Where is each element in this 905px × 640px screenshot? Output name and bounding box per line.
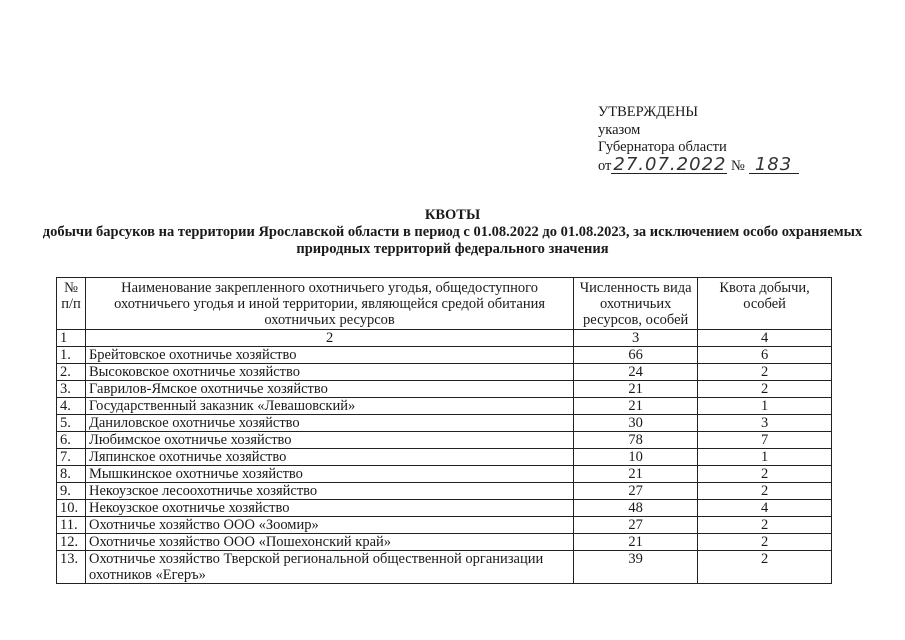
table-row (57, 534, 832, 551)
row-count: 24 (574, 364, 698, 381)
column-index-row (57, 330, 832, 347)
column-index: 2 (85, 330, 573, 347)
approval-authority: Губернатора области (598, 139, 727, 155)
row-num: 12. (57, 534, 86, 551)
row-num: 5. (57, 415, 86, 432)
table-row (57, 551, 832, 584)
row-num: 1. (57, 347, 86, 364)
handwritten-date: 27.07.2022 (613, 153, 727, 175)
row-num: 4. (57, 398, 86, 415)
approval-title: УТВЕРЖДЕНЫ (598, 104, 699, 120)
row-count: 39 (574, 551, 698, 584)
row-quota: 2 (698, 517, 832, 534)
number-prefix: № (731, 157, 745, 174)
approval-block (598, 104, 799, 175)
row-num: 7. (57, 449, 86, 466)
row-name: Некоузское охотничье хозяйство (85, 500, 573, 517)
row-count: 48 (574, 500, 698, 517)
table-row (57, 432, 832, 449)
table-row (57, 483, 832, 500)
row-count: 30 (574, 415, 698, 432)
row-quota: 2 (698, 381, 832, 398)
column-index: 3 (574, 330, 698, 347)
row-count: 10 (574, 449, 698, 466)
approval-decree: указом (598, 121, 641, 138)
quota-table (56, 277, 832, 584)
row-quota: 1 (698, 449, 832, 466)
table-row (57, 398, 832, 415)
row-count: 27 (574, 483, 698, 500)
table-row (57, 449, 832, 466)
row-num: 13. (57, 551, 86, 584)
row-quota: 7 (698, 432, 832, 449)
table-row (57, 517, 832, 534)
row-count: 27 (574, 517, 698, 534)
table-row (57, 381, 832, 398)
header-name: Наименование закрепленного охотничьего угодья, общедоступного охотничьего угодья и иной территории, являющейся средой обитания охотничьих ресурсов (85, 278, 573, 330)
column-index: 4 (698, 330, 832, 347)
row-quota: 2 (698, 466, 832, 483)
row-quota: 2 (698, 551, 832, 584)
table-header-row (57, 278, 832, 330)
row-name: Некоузское лесоохотничье хозяйство (85, 483, 573, 500)
row-name: Мышкинское охотничье хозяйство (85, 466, 573, 483)
row-quota: 2 (698, 364, 832, 381)
table-row (57, 364, 832, 381)
row-num: 9. (57, 483, 86, 500)
table-row (57, 347, 832, 364)
header-num: № п/п (57, 278, 86, 330)
row-quota: 1 (698, 398, 832, 415)
row-quota: 6 (698, 347, 832, 364)
row-name: Гаврилов-Ямское охотничье хозяйство (85, 381, 573, 398)
handwritten-number: 183 (749, 157, 799, 174)
table-row (57, 500, 832, 517)
approval-date-line (598, 153, 799, 176)
row-count: 78 (574, 432, 698, 449)
row-name: Даниловское охотничье хозяйство (85, 415, 573, 432)
row-num: 6. (57, 432, 86, 449)
row-num: 10. (57, 500, 86, 517)
table-row (57, 415, 832, 432)
row-name: Брейтовское охотничье хозяйство (85, 347, 573, 364)
row-quota: 4 (698, 500, 832, 517)
date-prefix: от (598, 157, 612, 174)
header-quota: Квота добычи, особей (698, 278, 832, 330)
document-title: КВОТЫ (424, 207, 481, 223)
document-heading (0, 207, 905, 258)
row-num: 8. (57, 466, 86, 483)
document-subtitle: добычи барсуков на территории Ярославской области в период с 01.08.2022 до 01.08.2023, за исключением особо охраняемых природных территорий федерального значения (42, 224, 863, 257)
row-quota: 2 (698, 483, 832, 500)
row-quota: 2 (698, 534, 832, 551)
table-row (57, 466, 832, 483)
row-count: 21 (574, 398, 698, 415)
row-count: 21 (574, 534, 698, 551)
row-name: Государственный заказник «Левашовский» (85, 398, 573, 415)
row-name: Охотничье хозяйство ООО «Пошехонский край» (85, 534, 573, 551)
row-count: 21 (574, 381, 698, 398)
row-num: 11. (57, 517, 86, 534)
row-count: 21 (574, 466, 698, 483)
row-num: 2. (57, 364, 86, 381)
row-name: Охотничье хозяйство Тверской региональной общественной организации охотников «Егеръ» (85, 551, 573, 584)
row-name: Высоковское охотничье хозяйство (85, 364, 573, 381)
row-name: Охотничье хозяйство ООО «Зоомир» (85, 517, 573, 534)
row-count: 66 (574, 347, 698, 364)
row-quota: 3 (698, 415, 832, 432)
row-name: Ляпинское охотничье хозяйство (85, 449, 573, 466)
row-num: 3. (57, 381, 86, 398)
column-index: 1 (57, 330, 86, 347)
row-name: Любимское охотничье хозяйство (85, 432, 573, 449)
header-count: Численность вида охотничьих ресурсов, особей (574, 278, 698, 330)
